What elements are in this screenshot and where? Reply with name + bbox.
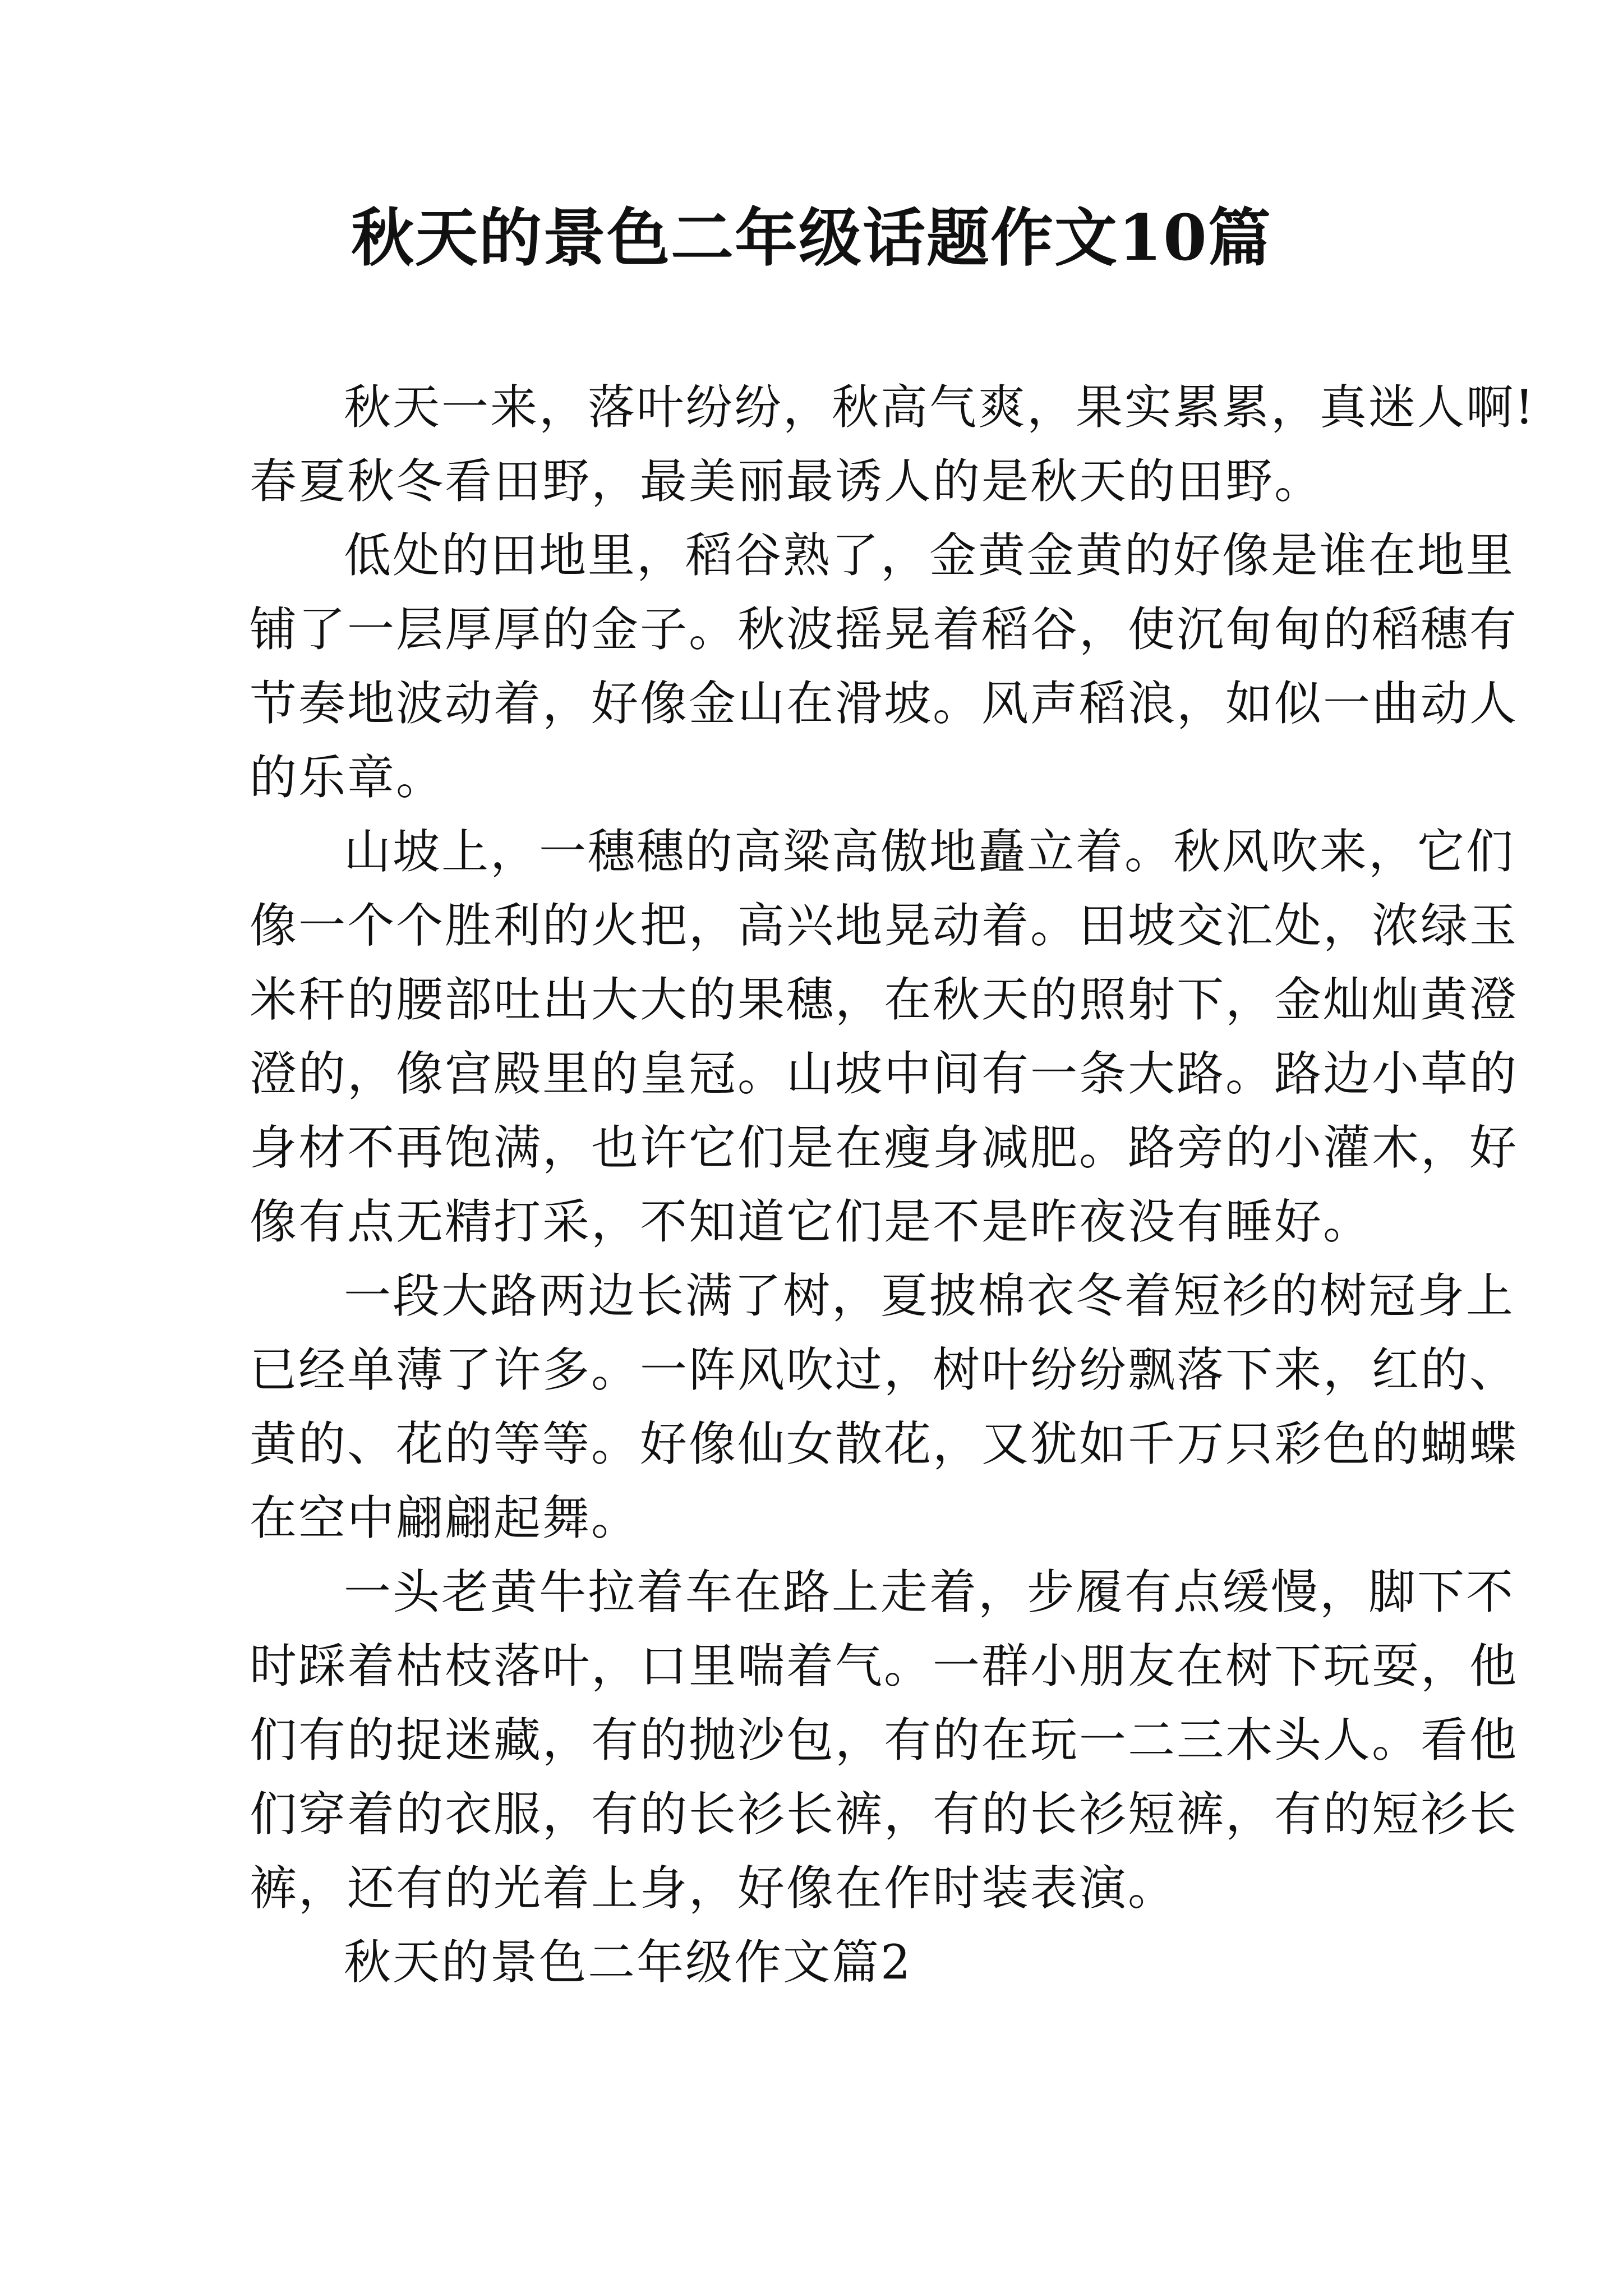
- section-heading: 秋天的景色二年级作文篇2: [344, 1935, 912, 1990]
- document-body: [250, 370, 1536, 1999]
- text-line: 的乐章。: [250, 750, 445, 805]
- text-line: 身材不再饱满，也许它们是在瘦身减肥。路旁的小灌木，好: [250, 1120, 1519, 1175]
- text-line: 山坡上，一穗穗的高粱高傲地矗立着。秋风吹来，它们: [344, 824, 1515, 879]
- document-title: 秋天的景色二年级话题作文10篇: [351, 201, 1272, 275]
- text-line: 一段大路两边长满了树，夏披棉衣冬着短衫的树冠身上: [344, 1268, 1515, 1323]
- text-line: 低处的田地里，稻谷熟了，金黄金黄的好像是谁在地里: [344, 528, 1515, 583]
- text-line: 铺了一层厚厚的金子。秋波摇晃着稻谷，使沉甸甸的稻穗有: [250, 602, 1519, 657]
- text-line: 秋天一来，落叶纷纷，秋高气爽，果实累累，真迷人啊!: [344, 380, 1536, 435]
- text-line: 春夏秋冬看田野，最美丽最诱人的是秋天的田野。: [250, 454, 1324, 509]
- text-line: 在空中翩翩起舞。: [250, 1490, 640, 1545]
- text-line: 已经单薄了许多。一阵风吹过，树叶纷纷飘落下来，红的、: [250, 1342, 1519, 1397]
- text-line: 像一个个胜利的火把，高兴地晃动着。田坡交汇处，浓绿玉: [250, 898, 1519, 953]
- text-line: 澄的，像宫殿里的皇冠。山坡中间有一条大路。路边小草的: [250, 1046, 1519, 1101]
- text-line: 黄的、花的等等。好像仙女散花，又犹如千万只彩色的蝴蝶: [250, 1416, 1519, 1471]
- text-line: 们有的捉迷藏，有的抛沙包，有的在玩一二三木头人。看他: [250, 1713, 1519, 1768]
- text-line: 米秆的腰部吐出大大的果穗，在秋天的照射下，金灿灿黄澄: [250, 972, 1519, 1027]
- text-line: 像有点无精打采，不知道它们是不是昨夜没有睡好。: [250, 1194, 1372, 1249]
- text-line: 们穿着的衣服，有的长衫长裤，有的长衫短裤，有的短衫长: [250, 1787, 1519, 1842]
- text-line: 节奏地波动着，好像金山在滑坡。风声稻浪，如似一曲动人: [250, 676, 1519, 731]
- text-line: 裤，还有的光着上身，好像在作时装表演。: [250, 1861, 1177, 1916]
- text-line: 一头老黄牛拉着车在路上走着，步履有点缓慢，脚下不: [344, 1565, 1515, 1619]
- text-line: 时踩着枯枝落叶，口里喘着气。一群小朋友在树下玩耍，他: [250, 1639, 1519, 1694]
